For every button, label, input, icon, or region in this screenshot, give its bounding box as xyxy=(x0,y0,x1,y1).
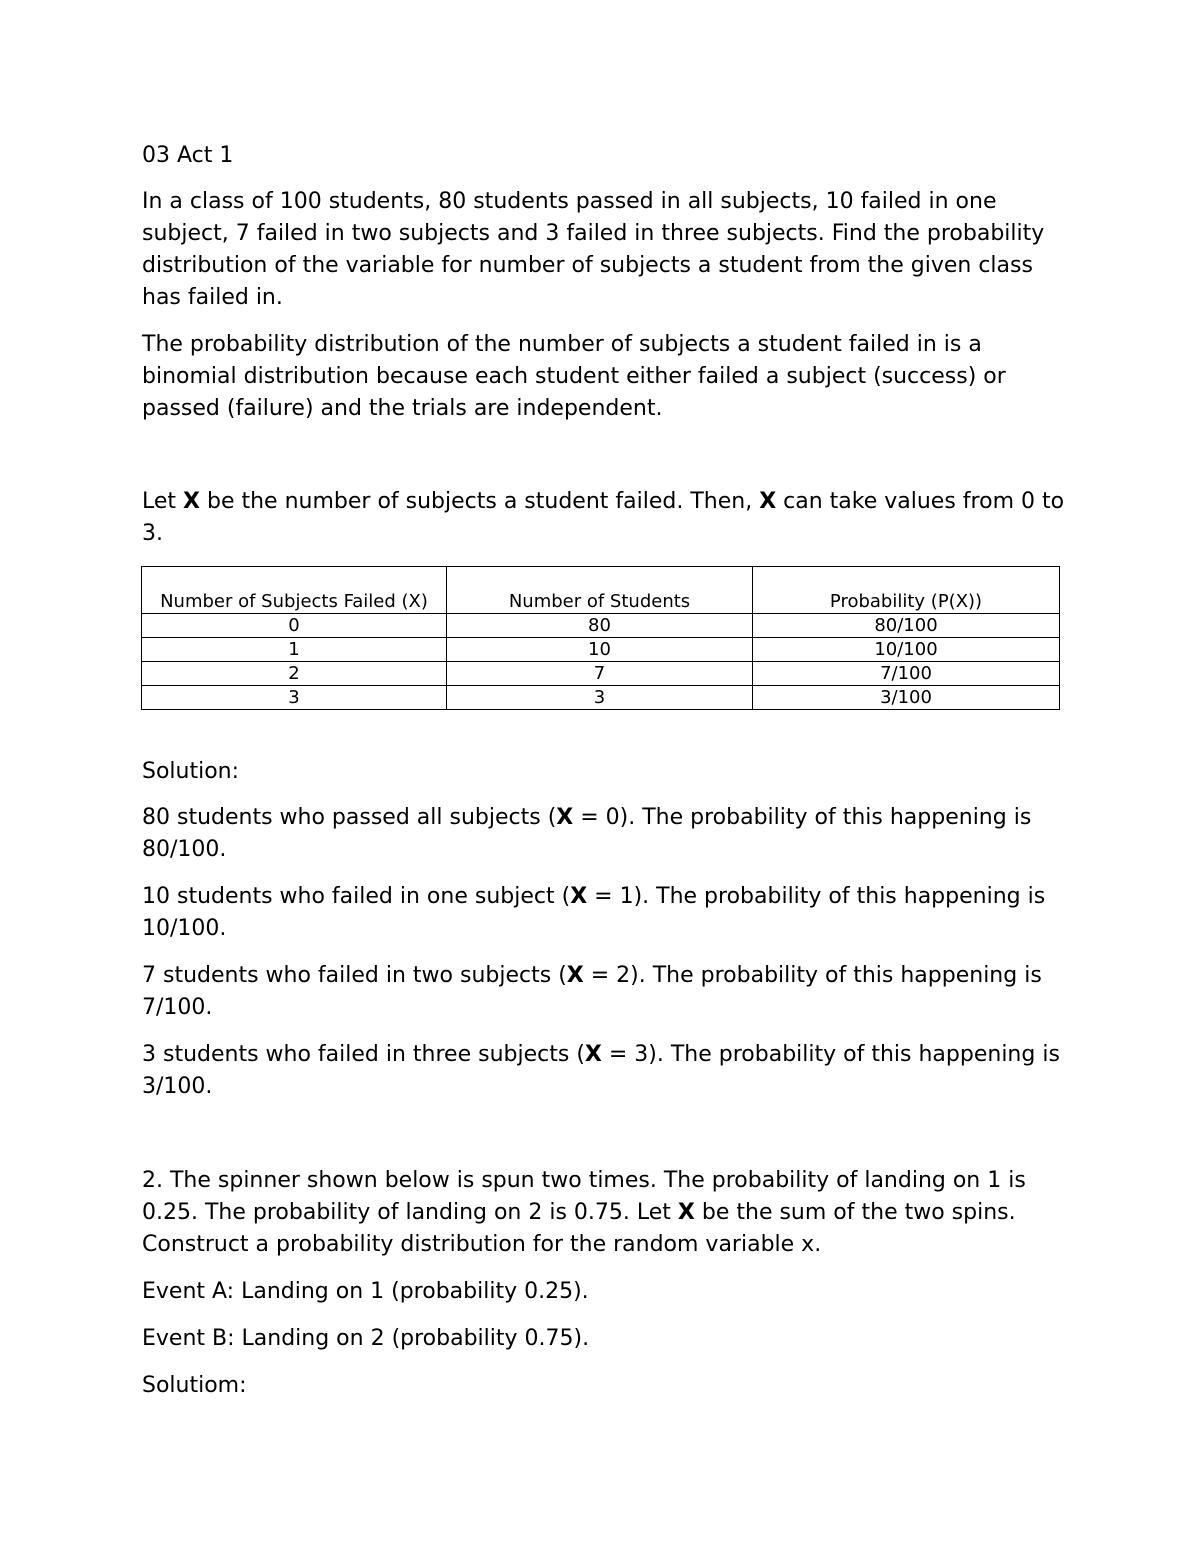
variable-definition: Let X be the number of subjects a student failed. Then, X can take values from 0 to 3. xyxy=(142,489,1065,546)
table-cell: 1 xyxy=(142,638,447,662)
table-cell: 7 xyxy=(447,662,753,686)
variable-x: X xyxy=(570,884,588,909)
variable-x: X xyxy=(183,489,200,514)
variable-x: X xyxy=(584,1042,602,1067)
table-cell: 80 xyxy=(447,614,753,638)
column-header: Probability (P(X)) xyxy=(753,567,1060,614)
event-b: Event B: Landing on 2 (probability 0.75). xyxy=(142,1326,590,1351)
solution-heading: Solutiom: xyxy=(142,1373,247,1398)
column-header: Number of Subjects Failed (X) xyxy=(142,567,447,614)
table-cell: 80/100 xyxy=(753,614,1060,638)
solution-line: 80 students who passed all subjects (X = 0). The probability of this happening is 80/100. xyxy=(142,805,1032,862)
table-row xyxy=(142,686,1060,710)
variable-x: X xyxy=(556,805,574,830)
solution-line: 3 students who failed in three subjects (X = 3). The probability of this happening is 3/100. xyxy=(142,1042,1060,1099)
table-cell: 7/100 xyxy=(753,662,1060,686)
event-a: Event A: Landing on 1 (probability 0.25). xyxy=(142,1279,589,1304)
document-title: 03 Act 1 xyxy=(142,143,234,168)
problem-1-question: In a class of 100 students, 80 students passed in all subjects, 10 failed in one subject, 7 failed in two subjects and 3 failed in three subjects. Find the probability distribution of the variable for number of subjects a student from the given class has failed in. xyxy=(142,189,1045,310)
problem-2-question: 2. The spinner shown below is spun two times. The probability of landing on 1 is 0.25. The probability of landing on 2 is 0.75. Let X be the sum of the two spins. Construct a probability distribution for the random variable x. xyxy=(142,1168,1026,1257)
variable-x: X xyxy=(566,963,584,988)
table-header-row xyxy=(142,567,1060,614)
probability-distribution-table xyxy=(141,566,1060,710)
solution-line: 7 students who failed in two subjects (X = 2). The probability of this happening is 7/100. xyxy=(142,963,1042,1020)
variable-x: X xyxy=(677,1200,695,1225)
column-header: Number of Students xyxy=(447,567,753,614)
solution-heading: Solution: xyxy=(142,759,240,784)
table-cell: 2 xyxy=(142,662,447,686)
table-row xyxy=(142,614,1060,638)
table-row xyxy=(142,638,1060,662)
table-cell: 3 xyxy=(447,686,753,710)
problem-1-explanation: The probability distribution of the number of subjects a student failed in is a binomial distribution because each student either failed a subject (success) or passed (failure) and the trials are independent. xyxy=(142,332,1006,421)
table-cell: 0 xyxy=(142,614,447,638)
variable-x: X xyxy=(759,489,777,514)
table-cell: 10/100 xyxy=(753,638,1060,662)
table-row xyxy=(142,662,1060,686)
table-cell: 10 xyxy=(447,638,753,662)
table-cell: 3 xyxy=(142,686,447,710)
solution-line: 10 students who failed in one subject (X = 1). The probability of this happening is 10/100. xyxy=(142,884,1046,941)
table-cell: 3/100 xyxy=(753,686,1060,710)
